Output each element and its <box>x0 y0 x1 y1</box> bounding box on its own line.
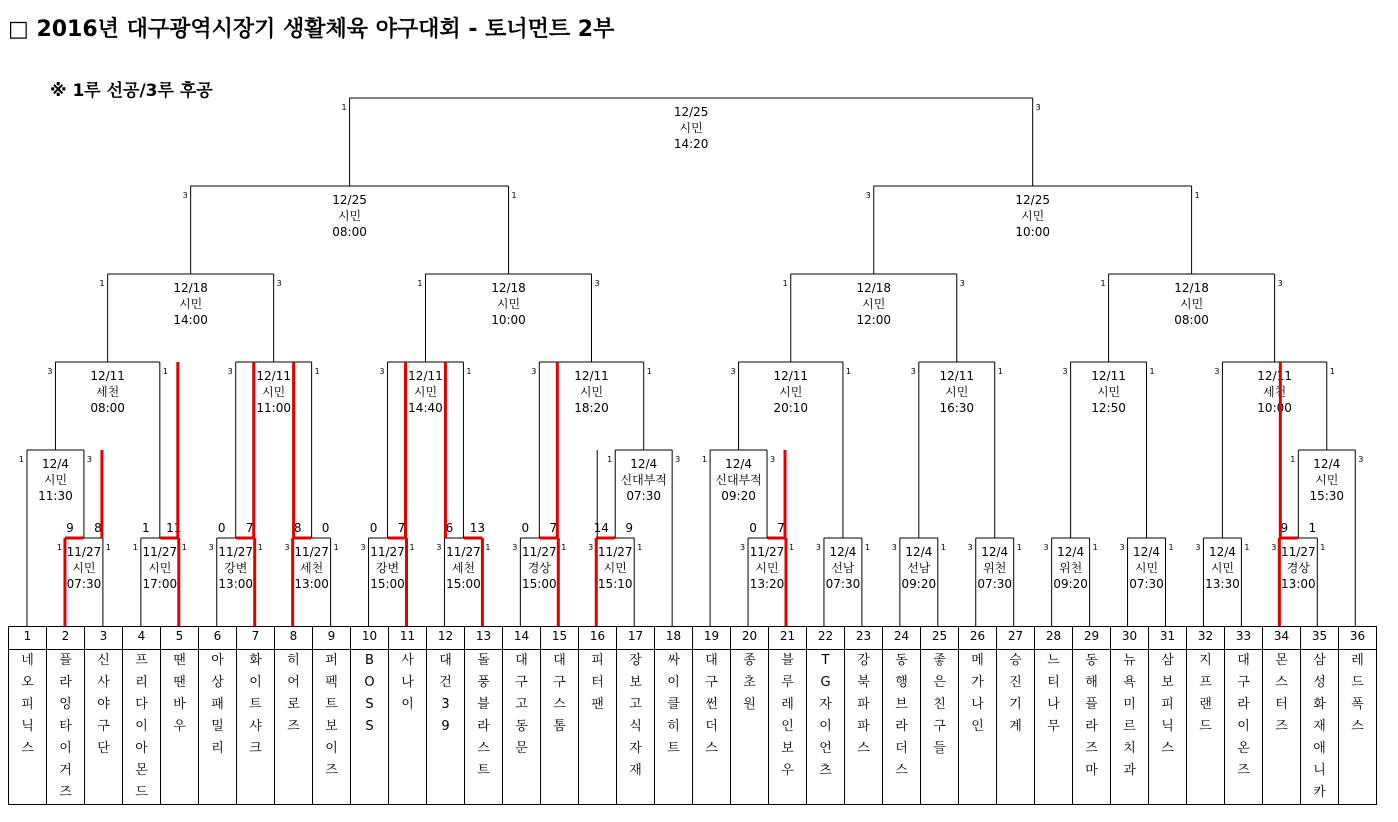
team-number: 6 <box>199 627 237 650</box>
final-match-side-label: 1 <box>341 103 347 112</box>
batting-order-note: ※ 1루 선공/3루 후공 <box>50 81 213 101</box>
team-number: 10 <box>351 627 389 650</box>
round1-score: 11 <box>166 521 182 535</box>
team-number: 22 <box>807 627 845 650</box>
team-name: 느 티 나 무 <box>1035 650 1073 805</box>
team-number: 30 <box>1111 627 1149 650</box>
round1-match-time: 13:30 <box>1205 577 1240 591</box>
round1-score: 7 <box>397 521 406 535</box>
page-title: □ 2016년 대구광역시장기 생활체육 야구대회 - 토너먼트 2부 <box>8 17 615 42</box>
round3-match-date: 12/11 <box>574 369 609 383</box>
round1-score: 0 <box>749 521 757 535</box>
round1-match-date: 11/27 <box>218 545 254 559</box>
quarterfinal-match-side-label: 1 <box>1100 279 1106 288</box>
round2-match-side-label: 3 <box>675 455 681 464</box>
round1-match-date: 11/27 <box>294 545 329 559</box>
round1-match-time: 07:30 <box>825 577 861 591</box>
quarterfinal-match-date: 12/18 <box>856 281 892 295</box>
round1-score: 8 <box>94 521 102 535</box>
team-name: 대 건 3 9 <box>427 650 465 805</box>
round3-match-date: 12/11 <box>256 369 291 383</box>
team-number: 28 <box>1035 627 1073 650</box>
round1-match-time: 13:00 <box>1281 577 1316 591</box>
round1-match-venue: 세천 <box>300 561 324 575</box>
round1-match-time: 13:00 <box>294 577 329 591</box>
round1-match-side-label: 1 <box>1320 543 1326 552</box>
round2-match-date: 12/4 <box>630 457 658 471</box>
team-number: 26 <box>959 627 997 650</box>
round1-match-date: 11/27 <box>142 545 178 559</box>
round3-match-side-label: 3 <box>227 367 233 376</box>
round2-match-venue: 신대부적 <box>715 473 762 487</box>
team-name: 사 나 이 <box>389 650 427 805</box>
team-number: 18 <box>655 627 693 650</box>
round3-match-venue: 시민 <box>1096 385 1121 399</box>
round3-match-time: 14:40 <box>408 401 443 415</box>
quarterfinal-match-date: 12/18 <box>173 281 208 295</box>
quarterfinal-match-time: 08:00 <box>1174 313 1209 327</box>
semifinal-match-date: 12/25 <box>1015 193 1050 207</box>
team-name: T G 자 이 언 츠 <box>807 650 845 805</box>
round1-match-side-label: 1 <box>1168 543 1174 552</box>
round2-match-date: 12/4 <box>725 457 753 471</box>
semifinal-match-side-label: 3 <box>865 191 871 200</box>
round2-match-side-label: 3 <box>1358 455 1364 464</box>
team-name: 몬 스 터 즈 <box>1263 650 1301 805</box>
quarterfinal-match-date: 12/18 <box>1174 281 1209 295</box>
round1-match-venue: 시민 <box>755 561 779 575</box>
final-match-time: 14:20 <box>673 137 709 151</box>
round1-match-time: 15:10 <box>597 577 633 591</box>
round1-match-venue: 시민 <box>148 561 172 575</box>
quarterfinal-match-side-label: 3 <box>1277 279 1283 288</box>
round1-score: 9 <box>66 521 74 535</box>
round1-match-time: 13:00 <box>218 577 254 591</box>
round1-match-side-label: 1 <box>1016 543 1022 552</box>
round1-score: 6 <box>445 521 454 535</box>
round1-match-side-label: 3 <box>967 543 973 552</box>
team-number: 5 <box>161 627 199 650</box>
team-number: 17 <box>617 627 655 650</box>
team-name: 강 북 파 파 스 <box>845 650 883 805</box>
round1-match-date: 11/27 <box>1281 545 1316 559</box>
team-number: 1 <box>9 627 47 650</box>
quarterfinal-match-time: 12:00 <box>856 313 892 327</box>
team-name: 뉴 욕 미 르 치 과 <box>1111 650 1149 805</box>
round1-match-side-label: 1 <box>333 543 339 552</box>
team-name: 레 드 폭 스 <box>1339 650 1377 805</box>
round2-match-time: 09:20 <box>721 489 756 503</box>
quarterfinal-match-side-label: 3 <box>594 279 600 288</box>
round3-match-side-label: 1 <box>314 367 320 376</box>
round1-match-side-label: 1 <box>789 543 795 552</box>
round1-match-time: 17:00 <box>142 577 178 591</box>
round1-match-side-label: 3 <box>891 543 897 552</box>
round1-match-date: 11/27 <box>597 545 633 559</box>
team-name: 대 구 고 동 문 <box>503 650 541 805</box>
round1-match-side-label: 3 <box>208 543 214 552</box>
round3-match-time: 08:00 <box>90 401 125 415</box>
round1-match-side-label: 3 <box>1195 543 1201 552</box>
round3-match-time: 18:20 <box>574 401 609 415</box>
quarterfinal-match-venue: 시민 <box>862 297 886 311</box>
team-name: 프 리 다 이 아 몬 드 <box>123 650 161 805</box>
round3-match-date: 12/11 <box>939 369 975 383</box>
team-number: 29 <box>1073 627 1111 650</box>
team-name: 대 구 라 이 온 즈 <box>1225 650 1263 805</box>
team-name: 동 해 플 라 즈 마 <box>1073 650 1111 805</box>
team-name: 삼 보 피 닉 스 <box>1149 650 1187 805</box>
team-name: 플 라 잉 타 이 거 즈 <box>47 650 85 805</box>
round1-match-side-label: 1 <box>1092 543 1098 552</box>
round1-match-date: 12/4 <box>1057 545 1085 559</box>
round1-match-side-label: 1 <box>940 543 946 552</box>
round3-match-side-label: 1 <box>1149 367 1155 376</box>
team-table <box>8 626 1377 805</box>
round3-match-side-label: 1 <box>1329 367 1335 376</box>
round1-match-date: 12/4 <box>981 545 1009 559</box>
team-number: 27 <box>997 627 1035 650</box>
team-number: 4 <box>123 627 161 650</box>
round3-match-side-label: 3 <box>910 367 916 376</box>
semifinal-match-side-label: 1 <box>1194 191 1200 200</box>
team-number: 11 <box>389 627 427 650</box>
team-number: 8 <box>275 627 313 650</box>
round3-match-time: 16:30 <box>939 401 975 415</box>
team-number: 14 <box>503 627 541 650</box>
round1-score: 0 <box>521 521 530 535</box>
round1-score: 7 <box>777 521 785 535</box>
round1-match-date: 12/4 <box>829 545 857 559</box>
round3-match-venue: 시민 <box>779 385 803 399</box>
round2-match-side-label: 1 <box>702 455 708 464</box>
team-name-row <box>9 650 1377 805</box>
quarterfinal-match-side-label: 3 <box>959 279 965 288</box>
round1-match-side-label: 1 <box>105 543 111 552</box>
quarterfinal-match-side-label: 1 <box>782 279 788 288</box>
round3-match-time: 20:10 <box>773 401 809 415</box>
round1-score: 7 <box>245 521 254 535</box>
round3-match-date: 12/11 <box>1257 369 1292 383</box>
round1-match-venue: 시민 <box>603 561 627 575</box>
round1-match-time: 07:30 <box>66 577 102 591</box>
round1-match-time: 15:00 <box>446 577 481 591</box>
round1-match-side-label: 1 <box>561 543 567 552</box>
team-number: 23 <box>845 627 883 650</box>
team-number: 35 <box>1301 627 1339 650</box>
team-name: 땐 땐 바 우 <box>161 650 199 805</box>
round1-match-date: 12/4 <box>1208 545 1236 559</box>
team-name: 아 상 패 밀 리 <box>199 650 237 805</box>
round3-match-venue: 시민 <box>945 385 969 399</box>
semifinal-match-side-label: 1 <box>511 191 517 200</box>
round3-match-side-label: 1 <box>466 367 472 376</box>
semifinal-match-venue: 시민 <box>1021 209 1045 223</box>
team-name: 블 루 레 인 보 우 <box>769 650 807 805</box>
round3-match-date: 12/11 <box>1091 369 1126 383</box>
team-number: 33 <box>1225 627 1263 650</box>
round1-match-side-label: 3 <box>739 543 746 552</box>
round2-match-side-label: 1 <box>1290 455 1296 464</box>
round1-match-date: 12/4 <box>1133 545 1161 559</box>
quarterfinal-match-time: 14:00 <box>173 313 208 327</box>
round1-match-side-label: 3 <box>284 543 290 552</box>
round1-match-date: 12/4 <box>905 545 933 559</box>
round3-match-time: 10:00 <box>1257 401 1292 415</box>
team-number: 19 <box>693 627 731 650</box>
round3-match-side-label: 3 <box>1214 367 1220 376</box>
round2-match-side-label: 1 <box>18 455 24 464</box>
round1-score: 0 <box>321 521 330 535</box>
round3-match-venue: 시민 <box>262 385 286 399</box>
quarterfinal-match-venue: 시민 <box>1179 297 1204 311</box>
team-name: B O S S <box>351 650 389 805</box>
round2-match-venue: 시민 <box>1315 473 1339 487</box>
team-name: 히 어 로 즈 <box>275 650 313 805</box>
round1-match-time: 07:30 <box>977 577 1013 591</box>
round2-match-date: 12/4 <box>1313 457 1341 471</box>
round3-match-side-label: 3 <box>531 367 537 376</box>
round1-score: 1 <box>142 521 150 535</box>
round2-match-side-label: 3 <box>770 455 776 464</box>
round1-match-time: 13:20 <box>749 577 785 591</box>
round1-score: 9 <box>625 521 634 535</box>
team-name: 네 오 피 닉 스 <box>9 650 47 805</box>
semifinal-match-side-label: 3 <box>182 191 188 200</box>
quarterfinal-match-venue: 시민 <box>179 297 203 311</box>
team-name: 대 구 스 톰 <box>541 650 579 805</box>
team-name: 싸 이 클 히 트 <box>655 650 693 805</box>
team-number: 7 <box>237 627 275 650</box>
round2-match-venue: 신대부적 <box>620 473 667 487</box>
round1-match-side-label: 1 <box>132 543 138 552</box>
round3-match-time: 11:00 <box>256 401 291 415</box>
team-number: 16 <box>579 627 617 650</box>
team-number: 12 <box>427 627 465 650</box>
final-match-date: 12/25 <box>673 105 709 119</box>
team-number: 13 <box>465 627 503 650</box>
team-number: 9 <box>313 627 351 650</box>
team-name: 장 보 고 식 자 재 <box>617 650 655 805</box>
round1-score: 0 <box>217 521 226 535</box>
round1-match-time: 15:00 <box>522 577 557 591</box>
team-name: 지 프 랜 드 <box>1187 650 1225 805</box>
team-number: 2 <box>47 627 85 650</box>
quarterfinal-match-side-label: 1 <box>417 279 423 288</box>
round1-match-venue: 강변 <box>224 561 248 575</box>
round1-match-date: 11/27 <box>522 545 557 559</box>
round1-match-time: 07:30 <box>1129 577 1164 591</box>
round3-match-date: 12/11 <box>408 369 443 383</box>
team-name: 삼 성 화 재 애 니 카 <box>1301 650 1339 805</box>
team-number: 34 <box>1263 627 1301 650</box>
semifinal-match-venue: 시민 <box>337 209 362 223</box>
team-name: 신 사 야 구 단 <box>85 650 123 805</box>
round1-match-venue: 시민 <box>1210 561 1235 575</box>
round1-match-venue: 강변 <box>375 561 400 575</box>
round2-match-date: 12/4 <box>41 457 69 471</box>
round1-match-side-label: 3 <box>1043 543 1049 552</box>
round1-match-venue: 시민 <box>1134 561 1159 575</box>
quarterfinal-match-date: 12/18 <box>491 281 526 295</box>
round1-match-side-label: 1 <box>1244 543 1250 552</box>
round1-match-time: 09:20 <box>1053 577 1088 591</box>
round1-match-side-label: 1 <box>56 543 62 552</box>
round1-match-side-label: 1 <box>637 543 643 552</box>
round3-match-side-label: 1 <box>646 367 652 376</box>
team-number: 24 <box>883 627 921 650</box>
round2-match-time: 11:30 <box>38 489 73 503</box>
round2-match-side-label: 1 <box>607 455 613 464</box>
round1-score: 8 <box>293 521 302 535</box>
final-match-venue: 시민 <box>679 121 703 135</box>
round1-score: 0 <box>369 521 378 535</box>
team-name: 화 이 트 샤 크 <box>237 650 275 805</box>
round1-match-date: 11/27 <box>66 545 102 559</box>
team-number: 32 <box>1187 627 1225 650</box>
quarterfinal-match-side-label: 3 <box>276 279 282 288</box>
round1-score: 14 <box>593 521 609 535</box>
round1-match-side-label: 1 <box>864 543 870 552</box>
round3-match-side-label: 3 <box>379 367 385 376</box>
round1-match-side-label: 1 <box>257 543 263 552</box>
team-name: 돌 풍 블 라 스 트 <box>465 650 503 805</box>
team-name: 대 구 썬 더 스 <box>693 650 731 805</box>
round1-match-venue: 세천 <box>451 561 476 575</box>
team-name: 퍼 펙 트 보 이 즈 <box>313 650 351 805</box>
semifinal-match-time: 08:00 <box>332 225 367 239</box>
round1-match-venue: 선남 <box>831 561 855 575</box>
round3-match-venue: 세천 <box>96 385 120 399</box>
round1-score: 13 <box>469 521 486 535</box>
round1-match-venue: 경상 <box>1286 561 1310 575</box>
team-number-row <box>9 627 1377 650</box>
team-name: 동 행 브 라 더 스 <box>883 650 921 805</box>
semifinal-match-date: 12/25 <box>332 193 367 207</box>
round3-match-side-label: 3 <box>47 367 53 376</box>
round2-match-time: 07:30 <box>626 489 661 503</box>
quarterfinal-match-time: 10:00 <box>491 313 526 327</box>
round3-match-venue: 세천 <box>1263 385 1287 399</box>
round3-match-side-label: 3 <box>1062 367 1068 376</box>
team-name: 피 터 팬 <box>579 650 617 805</box>
round1-match-side-label: 1 <box>485 543 491 552</box>
round3-match-side-label: 1 <box>997 367 1003 376</box>
round1-match-venue: 위천 <box>1059 561 1083 575</box>
round1-match-date: 11/27 <box>446 545 481 559</box>
round1-match-time: 15:00 <box>370 577 405 591</box>
team-name: 승 진 기 계 <box>997 650 1035 805</box>
quarterfinal-match-side-label: 1 <box>99 279 105 288</box>
round1-match-side-label: 3 <box>1119 543 1125 552</box>
team-number: 15 <box>541 627 579 650</box>
team-number: 36 <box>1339 627 1377 650</box>
round1-match-side-label: 1 <box>181 543 187 552</box>
round1-match-side-label: 3 <box>1271 543 1277 552</box>
round1-match-side-label: 3 <box>588 543 594 552</box>
round1-match-time: 09:20 <box>901 577 937 591</box>
round3-match-side-label: 1 <box>845 367 852 376</box>
round1-score: 9 <box>1280 521 1289 535</box>
team-name: 좋 은 친 구 들 <box>921 650 959 805</box>
team-number: 3 <box>85 627 123 650</box>
round3-match-venue: 시민 <box>579 385 604 399</box>
round3-match-date: 12/11 <box>90 369 125 383</box>
round1-match-venue: 경상 <box>527 561 551 575</box>
team-number: 20 <box>731 627 769 650</box>
round3-match-venue: 시민 <box>413 385 438 399</box>
round1-match-side-label: 3 <box>815 543 821 552</box>
round1-score: 1 <box>1308 521 1317 535</box>
team-number: 31 <box>1149 627 1187 650</box>
round3-match-date: 12/11 <box>773 369 809 383</box>
round1-match-side-label: 1 <box>409 543 415 552</box>
final-match-side-label: 3 <box>1035 103 1041 112</box>
round3-match-side-label: 1 <box>162 367 168 376</box>
round1-match-side-label: 3 <box>512 543 518 552</box>
quarterfinal-match-venue: 시민 <box>496 297 521 311</box>
round1-match-side-label: 3 <box>360 543 366 552</box>
team-number: 25 <box>921 627 959 650</box>
round1-match-venue: 선남 <box>907 561 931 575</box>
team-name: 종 초 원 <box>731 650 769 805</box>
round1-match-venue: 위천 <box>983 561 1007 575</box>
round1-match-date: 11/27 <box>370 545 405 559</box>
round2-match-venue: 시민 <box>43 473 68 487</box>
round1-match-side-label: 3 <box>436 543 442 552</box>
team-name: 메 가 나 인 <box>959 650 997 805</box>
team-number: 21 <box>769 627 807 650</box>
round3-match-time: 12:50 <box>1091 401 1126 415</box>
round2-match-side-label: 3 <box>86 455 93 464</box>
round2-match-time: 15:30 <box>1309 489 1345 503</box>
round1-score: 7 <box>549 521 558 535</box>
round3-match-side-label: 3 <box>730 367 736 376</box>
round1-match-date: 11/27 <box>749 545 785 559</box>
semifinal-match-time: 10:00 <box>1015 225 1050 239</box>
round1-match-venue: 시민 <box>72 561 96 575</box>
